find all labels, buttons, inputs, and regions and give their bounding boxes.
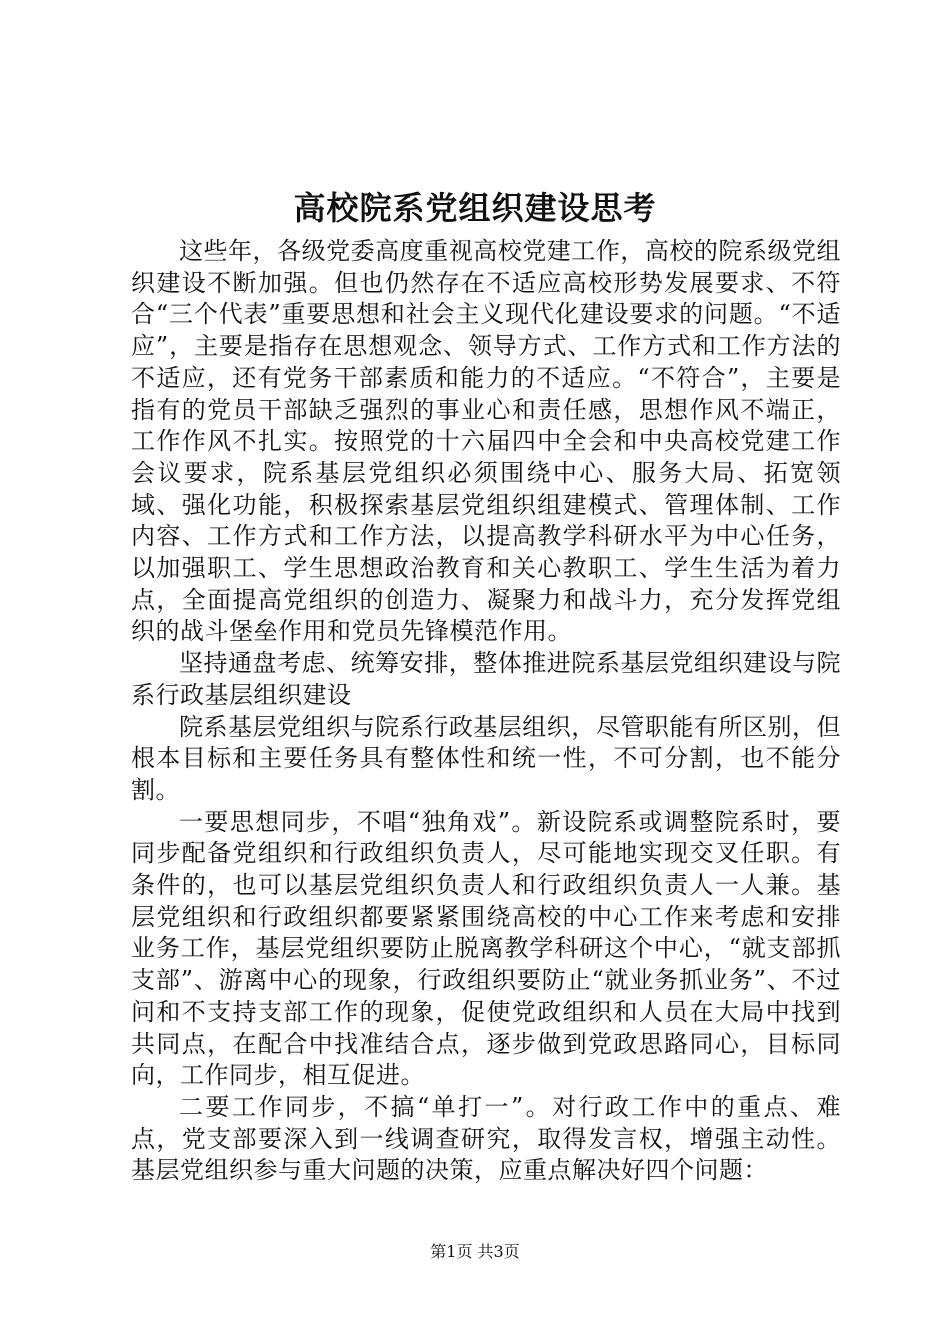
- paragraph-intro: 这些年，各级党委高度重视高校党建工作，高校的院系级党组织建设不断加强。但也仍然存在不适应高校形势发展要求、不符合“三个代表”重要思想和社会主义现代化建设要求的问题。“不适应”，主要是指存在思想观念、领导方式、工作方式和工作方法的不适应，还有党务干部素质和能力的不适应。“不符合”，主要是指有的党员干部缺乏强烈的事业心和责任感，思想作风不端正，工作作风不扎实。按照党的十六届四中全会和中央高校党建工作会议要求，院系基层党组织必须围绕中心、服务大局、拓宽领域、强化功能，积极探索基层党组织组建模式、管理体制、工作内容、工作方式和工作方法，以提高教学科研水平为中心任务，以加强职工、学生思想政治教育和关心教职工、学生生活为着力点，全面提高党组织的创造力、凝聚力和战斗力，充分发挥党组织的战斗堡垒作用和党员先锋模范作用。: [131, 237, 841, 646]
- page-number-footer: 第1页 共3页: [430, 1242, 520, 1261]
- paragraph-organizations: 院系基层党组织与院系行政基层组织，尽管职能有所区别，但根本目标和主要任务具有整体性和统一性，不可分割，也不能分割。: [131, 712, 841, 804]
- paragraph-point-one: 一要思想同步，不唱“独角戏”。新设院系或调整院系时，要同步配备党组织和行政组织负责人，尽可能地实现交叉任职。有条件的，也可以基层党组织负责人和行政组织负责人一人兼。基层党组织和行政组织都要紧紧围绕高校的中心工作来考虑和安排业务工作，基层党组织要防止脱离教学科研这个中心，“就支部抓支部”、游离中心的现象，行政组织要防止“就业务抓业务”、不过问和不支持支部工作的现象，促使党政组织和人员在大局中找到共同点，在配合中找准结合点，逐步做到党政思路同心，目标同向，工作同步，相互促进。: [131, 807, 841, 1090]
- document-title: 高校院系党组织建设思考: [293, 189, 657, 227]
- paragraph-heading: 坚持通盘考虑、统筹安排，整体推进院系基层党组织建设与院系行政基层组织建设: [131, 649, 841, 709]
- document-body: [131, 236, 841, 1187]
- paragraph-point-two: 二要工作同步，不搞“单打一”。对行政工作中的重点、难点，党支部要深入到一线调查研究，取得发言权，增强主动性。基层党组织参与重大问题的决策，应重点解决好四个问题：: [131, 1092, 841, 1185]
